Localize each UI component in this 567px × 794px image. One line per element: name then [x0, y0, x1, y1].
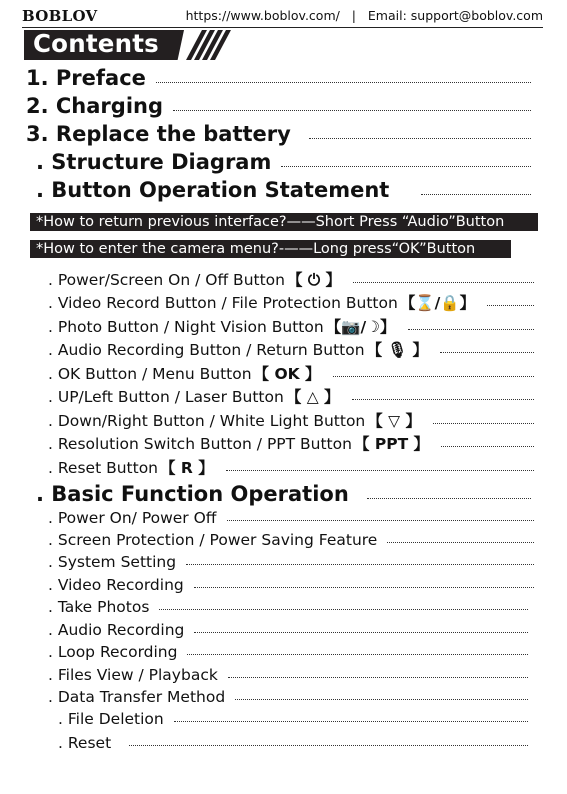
toc-entry-label: . Files View / Playback — [48, 666, 218, 684]
toc-entry-label: . Video Record Button / File Protection Button 【⌛/🔒】 — [48, 291, 477, 313]
dot-leader — [281, 166, 531, 167]
toc-entry-power-on-off[interactable] — [48, 509, 534, 531]
dot-leader — [387, 542, 534, 543]
dot-leader — [194, 587, 534, 588]
toc-entry-label: . Power/Screen On / Off Button 【 ⏻ 】 — [48, 268, 343, 290]
ok-icon: 【 OK 】 — [253, 365, 321, 383]
toc-entry-system-setting[interactable] — [48, 553, 534, 575]
dot-leader — [441, 446, 534, 447]
toc-entry-basic-function[interactable] — [36, 482, 531, 509]
separator: | — [351, 8, 356, 23]
dot-leader — [235, 699, 528, 700]
toc-entry-resolution-button[interactable] — [48, 432, 534, 454]
dot-leader — [367, 498, 531, 499]
toc-entry-video-recording[interactable] — [48, 576, 534, 598]
triangle-down-icon: 【 ▽ 】 — [367, 412, 421, 430]
dot-leader — [440, 352, 534, 353]
toc-entry-file-deletion[interactable] — [58, 710, 528, 732]
brand-name: BOBLOV — [22, 7, 98, 25]
dot-leader — [352, 399, 534, 400]
toc-entry-label: . Structure Diagram — [36, 150, 272, 174]
website-link[interactable]: https://www.boblov.com/ — [185, 8, 340, 23]
dot-leader — [226, 470, 534, 471]
dot-leader — [227, 520, 535, 521]
note-camera-menu: *How to enter the camera menu?-——Long press“OK”Button — [30, 240, 511, 258]
toc-entry-take-photos[interactable] — [48, 598, 528, 620]
toc-entry-label: . File Deletion — [58, 710, 164, 728]
dot-leader — [174, 721, 528, 722]
header-divider — [22, 27, 543, 28]
toc-entry-label: . Power On/ Power Off — [48, 509, 217, 527]
dot-leader — [408, 329, 534, 330]
toc-entry-photo-button[interactable] — [48, 315, 534, 337]
toc-entry-label: . System Setting — [48, 553, 177, 571]
toc-entry-up-button[interactable] — [48, 385, 534, 407]
reset-icon: 【 R 】 — [160, 459, 214, 477]
dot-leader — [228, 677, 528, 678]
dot-leader — [433, 423, 534, 424]
toc-entry-structure-diagram[interactable] — [36, 150, 531, 177]
toc-entry-screen-protection[interactable] — [48, 531, 534, 553]
toc-entry-label: 1. Preface — [26, 66, 146, 90]
toc-entry-power-button[interactable] — [48, 268, 534, 290]
toc-entry-label: . Audio Recording Button / Return Button 【 🎙 】 — [48, 338, 430, 360]
toc-entry-label: . Data Transfer Method — [48, 688, 226, 706]
toc-entry-label: . Screen Protection / Power Saving Feature — [48, 531, 378, 549]
toc-entry-label: . Take Photos — [48, 598, 150, 616]
toc-entry-ok-button[interactable] — [48, 362, 534, 384]
power-icon: 【 ⏻ 】 — [286, 271, 342, 289]
toc-entry-label: . Loop Recording — [48, 643, 178, 661]
triangle-up-icon: 【 △ 】 — [285, 388, 340, 406]
toc-entry-files-view[interactable] — [48, 666, 528, 688]
toc-entry-label: . Basic Function Operation — [36, 482, 349, 506]
microphone-icon: 【 🎙 】 — [366, 341, 429, 359]
toc-entry-charging[interactable] — [26, 94, 531, 121]
toc-entry-label: . Photo Button / Night Vision Button 【📷/☽】 — [48, 315, 398, 337]
dot-leader — [159, 609, 528, 610]
dot-leader — [129, 745, 528, 746]
camera-moon-icon: 【📷/☽】 — [325, 318, 396, 336]
toc-entry-down-button[interactable] — [48, 409, 534, 431]
lock-icon: 【⌛/🔒】 — [399, 294, 476, 312]
toc-entry-audio-recording[interactable] — [48, 621, 528, 643]
toc-entry-label: . Reset Button 【 R 】 — [48, 456, 216, 478]
toc-entry-label: . OK Button / Menu Button 【 OK 】 — [48, 362, 323, 384]
dot-leader — [421, 194, 531, 195]
dot-leader — [156, 82, 531, 83]
toc-entry-loop-recording[interactable] — [48, 643, 528, 665]
page-header — [22, 6, 543, 28]
toc-entry-label: . Video Recording — [48, 576, 184, 594]
ppt-icon: 【 PPT 】 — [353, 435, 430, 453]
dot-leader — [173, 110, 531, 111]
dot-leader — [333, 376, 534, 377]
toc-entry-button-operation[interactable] — [36, 178, 531, 205]
dot-leader — [487, 305, 534, 306]
toc-entry-data-transfer[interactable] — [48, 688, 528, 710]
dot-leader — [186, 564, 534, 565]
toc-entry-replace-battery[interactable] — [26, 122, 531, 149]
toc-entry-video-record-button[interactable] — [48, 291, 534, 313]
toc-entry-label: . Reset — [58, 734, 112, 752]
toc-entry-label: . Down/Right Button / White Light Button 【 ▽ 】 — [48, 409, 423, 431]
note-return-interface: *How to return previous interface?——Short Press “Audio”Button — [30, 213, 538, 231]
toc-entry-label: 3. Replace the battery — [26, 122, 291, 146]
dot-leader — [187, 654, 528, 655]
toc-entry-reset-button[interactable] — [48, 456, 534, 478]
toc-entry-preface[interactable] — [26, 66, 531, 93]
toc-entry-label: . Button Operation Statement — [36, 178, 390, 202]
toc-entry-label: . UP/Left Button / Laser Button 【 △ 】 — [48, 385, 342, 407]
page-title: Contents — [33, 29, 159, 58]
toc-entry-label: 2. Charging — [26, 94, 164, 118]
toc-entry-audio-button[interactable] — [48, 338, 534, 360]
dot-leader — [353, 282, 534, 283]
dot-leader — [194, 632, 528, 633]
contact-info — [186, 8, 543, 23]
contents-title-bar — [24, 30, 222, 60]
toc-entry-label: . Audio Recording — [48, 621, 185, 639]
toc-entry-reset[interactable] — [58, 734, 528, 756]
dot-leader — [309, 138, 531, 139]
email-link[interactable]: Email: support@boblov.com — [367, 8, 543, 23]
toc-entry-label: . Resolution Switch Button / PPT Button 【 PPT 】 — [48, 432, 431, 454]
